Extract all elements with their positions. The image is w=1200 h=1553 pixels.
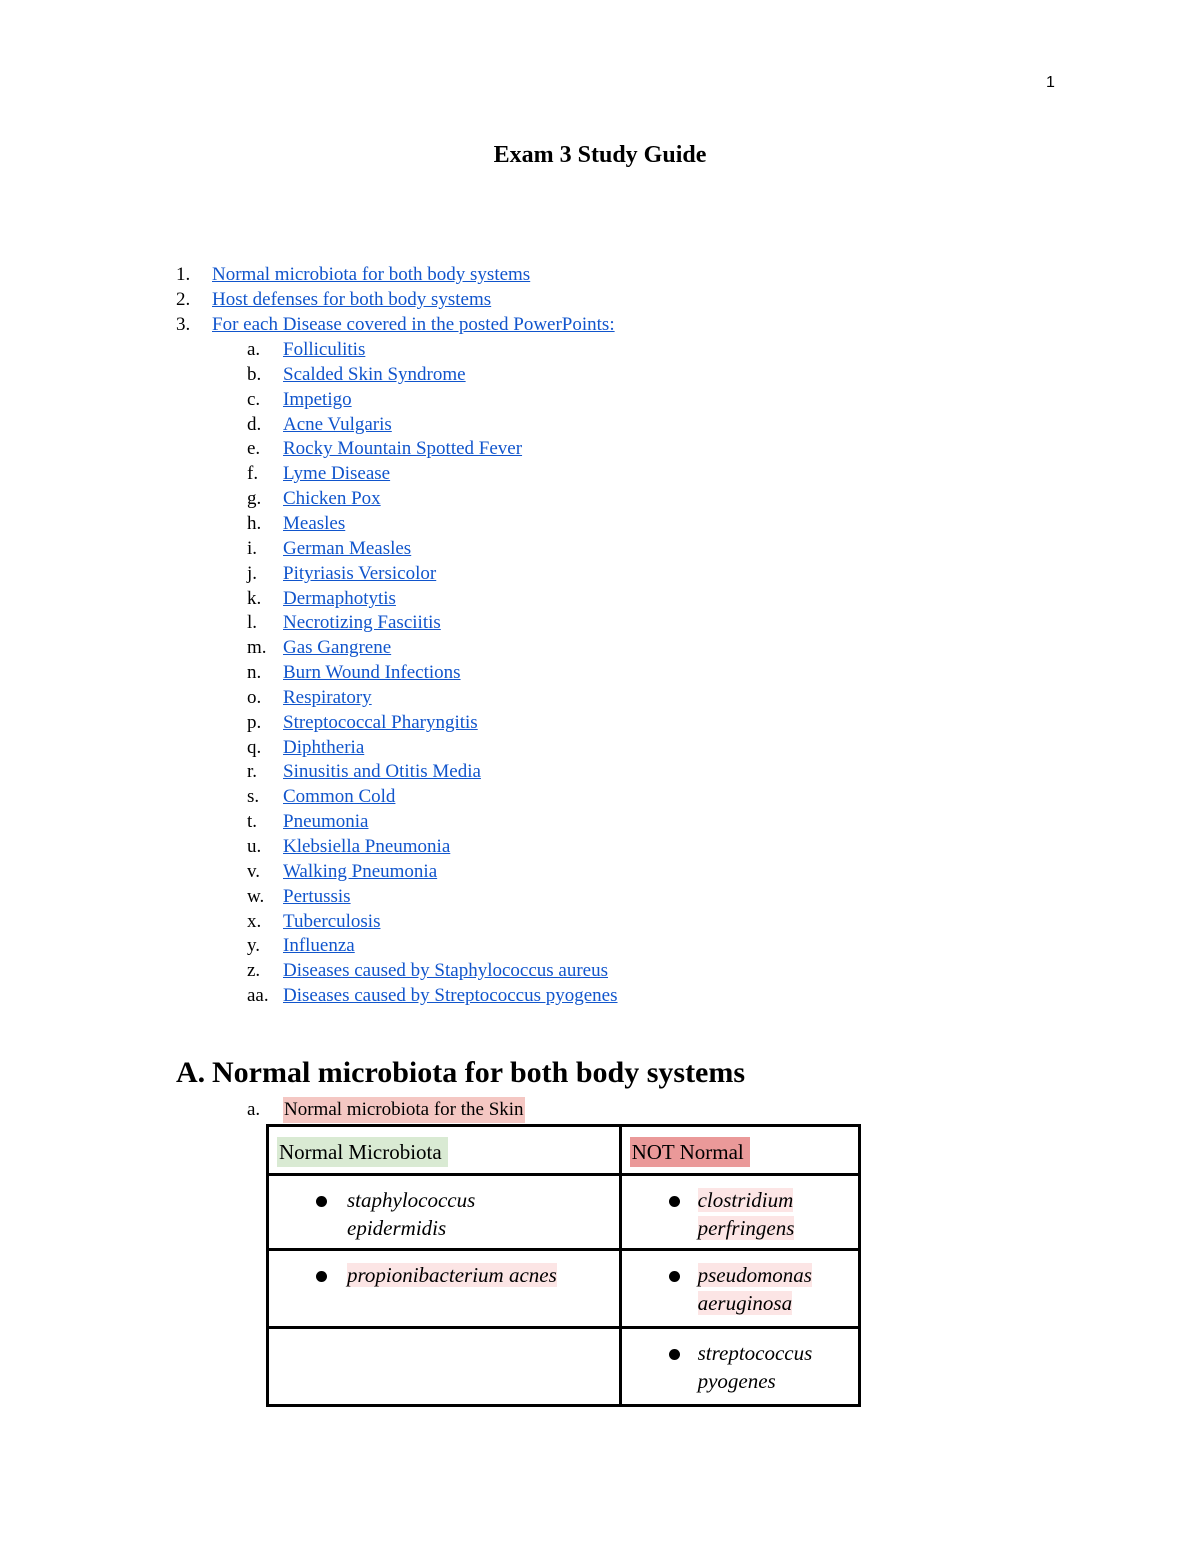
disease-letter: l. bbox=[247, 612, 258, 633]
disease-letter: b. bbox=[247, 364, 262, 385]
toc-item-2 bbox=[176, 287, 776, 312]
disease-letter: e. bbox=[247, 438, 261, 459]
disease-item bbox=[247, 933, 847, 958]
toc-item-3 bbox=[176, 312, 776, 337]
header-not-normal-label: NOT Normal bbox=[630, 1137, 750, 1167]
disease-link[interactable]: Lyme Disease bbox=[283, 463, 391, 484]
toc-number: 1. bbox=[176, 264, 191, 285]
disease-letter: a. bbox=[247, 339, 261, 360]
disease-item bbox=[247, 809, 847, 834]
skin-microbiota-table bbox=[266, 1124, 861, 1407]
table-cell bbox=[620, 1250, 859, 1328]
disease-letter: r. bbox=[247, 761, 258, 782]
disease-link[interactable]: Pityriasis Versicolor bbox=[283, 563, 437, 584]
disease-letter: w. bbox=[247, 886, 265, 907]
disease-letter: y. bbox=[247, 935, 261, 956]
section-title: Normal microbiota for both body systems bbox=[212, 1056, 746, 1089]
disease-link[interactable]: Impetigo bbox=[283, 389, 352, 410]
disease-letter: aa. bbox=[247, 985, 269, 1006]
document-title: Exam 3 Study Guide bbox=[493, 142, 707, 168]
disease-link[interactable]: Streptococcal Pharyngitis bbox=[283, 712, 478, 733]
disease-link[interactable]: Influenza bbox=[283, 935, 355, 956]
disease-letter: f. bbox=[247, 463, 259, 484]
table-cell bbox=[268, 1250, 621, 1328]
disease-link[interactable]: Dermaphotytis bbox=[283, 588, 396, 609]
disease-link[interactable]: Walking Pneumonia bbox=[283, 861, 438, 882]
disease-item bbox=[247, 337, 847, 362]
disease-link[interactable]: Klebsiella Pneumonia bbox=[283, 836, 451, 857]
disease-link[interactable]: Respiratory bbox=[283, 687, 372, 708]
toc-number: 3. bbox=[176, 314, 191, 335]
table-row bbox=[268, 1175, 860, 1250]
disease-link[interactable]: Diphtheria bbox=[283, 737, 365, 758]
table-cell bbox=[268, 1175, 621, 1250]
table-row bbox=[268, 1250, 860, 1328]
disease-letter: m. bbox=[247, 637, 267, 658]
organism-name: staphylococcus epidermidis bbox=[347, 1188, 476, 1240]
disease-item bbox=[247, 909, 847, 934]
table-row bbox=[268, 1328, 860, 1406]
disease-letter: p. bbox=[247, 712, 262, 733]
disease-link[interactable]: Diseases caused by Staphylococcus aureus bbox=[283, 960, 609, 981]
disease-item bbox=[247, 362, 847, 387]
disease-letter: s. bbox=[247, 786, 260, 807]
disease-item bbox=[247, 710, 847, 735]
toc-item-1 bbox=[176, 262, 776, 287]
disease-letter: g. bbox=[247, 488, 262, 509]
subsection-title: Normal microbiota for the Skin bbox=[283, 1097, 525, 1123]
disease-link[interactable]: Burn Wound Infections bbox=[283, 662, 461, 683]
disease-letter: x. bbox=[247, 911, 262, 932]
disease-link[interactable]: Pertussis bbox=[283, 886, 351, 907]
bullet-icon bbox=[316, 1271, 327, 1282]
disease-item bbox=[247, 511, 847, 536]
disease-item bbox=[247, 610, 847, 635]
disease-letter: q. bbox=[247, 737, 262, 758]
header-cell-normal bbox=[268, 1126, 621, 1175]
disease-item bbox=[247, 958, 847, 983]
disease-item bbox=[247, 486, 847, 511]
disease-item bbox=[247, 834, 847, 859]
disease-item bbox=[247, 685, 847, 710]
header-normal-label: Normal Microbiota bbox=[277, 1137, 448, 1167]
organism-name: propionibacterium acnes bbox=[347, 1263, 557, 1287]
disease-link[interactable]: Scalded Skin Syndrome bbox=[283, 364, 466, 385]
table-cell-empty bbox=[268, 1328, 621, 1406]
disease-letter: c. bbox=[247, 389, 261, 410]
disease-letter: u. bbox=[247, 836, 262, 857]
disease-item bbox=[247, 586, 847, 611]
disease-link[interactable]: Measles bbox=[283, 513, 346, 534]
disease-item bbox=[247, 735, 847, 760]
disease-link[interactable]: Gas Gangrene bbox=[283, 637, 392, 658]
toc-number: 2. bbox=[176, 289, 191, 310]
bullet-icon bbox=[669, 1196, 680, 1207]
disease-letter: k. bbox=[247, 588, 262, 609]
disease-letter: z. bbox=[247, 960, 261, 981]
table-cell bbox=[620, 1175, 859, 1250]
disease-item bbox=[247, 387, 847, 412]
disease-link[interactable]: Necrotizing Fasciitis bbox=[283, 612, 441, 633]
section-heading bbox=[176, 1056, 745, 1090]
disease-link[interactable]: Diseases caused by Streptococcus pyogenes bbox=[283, 985, 618, 1006]
disease-item bbox=[247, 983, 847, 1008]
bullet-icon bbox=[669, 1349, 680, 1360]
disease-link[interactable]: Sinusitis and Otitis Media bbox=[283, 761, 481, 782]
disease-item bbox=[247, 784, 847, 809]
section-letter: A. bbox=[176, 1056, 206, 1089]
disease-item bbox=[247, 884, 847, 909]
disease-letter: d. bbox=[247, 414, 262, 435]
disease-letter: j. bbox=[247, 563, 258, 584]
disease-item bbox=[247, 461, 847, 486]
disease-link[interactable]: Chicken Pox bbox=[283, 488, 381, 509]
header-cell-not-normal bbox=[620, 1126, 859, 1175]
table-cell bbox=[620, 1328, 859, 1406]
disease-item bbox=[247, 635, 847, 660]
disease-link[interactable]: Rocky Mountain Spotted Fever bbox=[283, 438, 523, 459]
disease-item bbox=[247, 660, 847, 685]
organism-name: pseudomonas aeruginosa bbox=[697, 1263, 812, 1315]
disease-link[interactable]: Tuberculosis bbox=[283, 911, 381, 932]
organism-name: streptococcus pyogenes bbox=[697, 1341, 813, 1393]
disease-letter: v. bbox=[247, 861, 261, 882]
subsection-letter: a. bbox=[247, 1099, 261, 1120]
disease-letter: h. bbox=[247, 513, 262, 534]
toc-link-host-defenses[interactable]: Host defenses for both body systems bbox=[212, 289, 492, 310]
disease-link[interactable]: Pneumonia bbox=[283, 811, 369, 832]
page-number: 1 bbox=[1046, 74, 1055, 91]
toc-link-normal-microbiota[interactable]: Normal microbiota for both body systems bbox=[212, 264, 531, 285]
toc-link-diseases[interactable]: For each Disease covered in the posted PowerPoints: bbox=[212, 314, 615, 335]
disease-item bbox=[247, 759, 847, 784]
disease-letter: n. bbox=[247, 662, 262, 683]
table-header-row bbox=[268, 1126, 860, 1175]
disease-link[interactable]: German Measles bbox=[283, 538, 412, 559]
disease-link[interactable]: Folliculitis bbox=[283, 339, 366, 360]
disease-letter: i. bbox=[247, 538, 258, 559]
disease-link[interactable]: Common Cold bbox=[283, 786, 396, 807]
disease-item bbox=[247, 436, 847, 461]
bullet-icon bbox=[669, 1271, 680, 1282]
disease-letter: t. bbox=[247, 811, 258, 832]
bullet-icon bbox=[316, 1196, 327, 1207]
disease-link[interactable]: Acne Vulgaris bbox=[283, 414, 392, 435]
disease-letter: o. bbox=[247, 687, 262, 708]
disease-item bbox=[247, 561, 847, 586]
disease-item bbox=[247, 536, 847, 561]
disease-item bbox=[247, 412, 847, 437]
organism-name: clostridium perfringens bbox=[697, 1188, 795, 1240]
disease-item bbox=[247, 859, 847, 884]
